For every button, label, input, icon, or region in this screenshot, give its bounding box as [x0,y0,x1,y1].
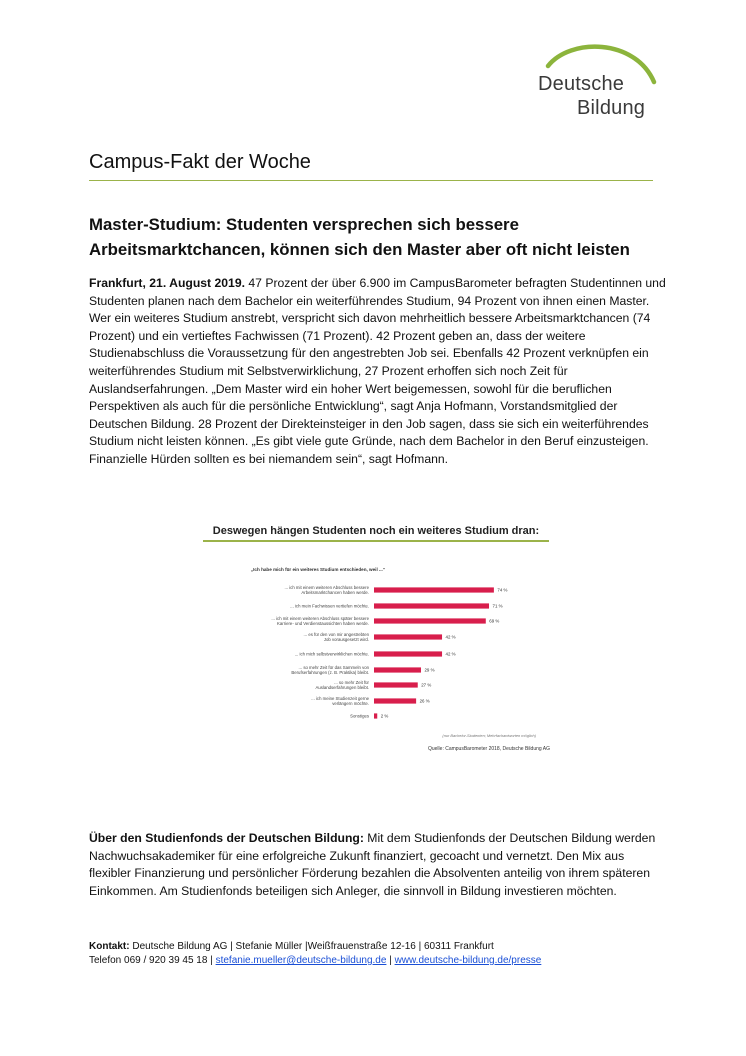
bar-7 [374,698,416,703]
bar-value-label-0: 74 % [497,587,508,593]
contact-email-link[interactable]: stefanie.mueller@deutsche-bildung.de [215,955,387,966]
contact-line-address [89,940,689,954]
bar-category-label-4: ... ich mich selbstverwirklichen möchte. [294,651,369,657]
bar-value-label-4: 42 % [445,651,456,657]
bar-value-label-8: 2 % [380,713,389,719]
article-text: 47 Prozent der über 6.900 im CampusBarometer befragten Studentinnen und Studenten planen nach dem Bachelor ein weiterführendes Studium, 94 Prozent von ihnen einen Master. Wer ein weiteres Studium anstrebt, verspricht sich davon mehrheitlich bessere Arbeitsmarktchancen (74 Prozent) und ein vertieftes Fachwissen (71 Prozent). 42 Prozent geben an, dass der weitere Studienabschluss die Voraussetzung für den angestrebten Job sei. Ebenfalls 42 Prozent verknüpfen ein weiterführendes Studium mit Selbstverwirklichung, 27 Prozent erhoffen sich noch Zeit für Auslandserfahrungen. „Dem Master wird ein hoher Wert beigemessen, sowohl für die beruflichen Perspektiven als auch für die persönliche Entwicklung“, sagt Anja Hofmann, Vorstandsmitglied der Deutschen Bildung. 28 Prozent der Direkteinsteiger in den Job sagen, dass sie sich ein weiterführendes Studium nicht leisten können. „Es gibt viele gute Gründe, nach dem Bachelor in den Beruf einzusteigen. Finanzielle Hürden sollten es bei niemandem sein“, sagt Hofmann. [89,276,666,466]
bar-6 [374,682,418,687]
bar-4 [374,651,442,656]
bar-value-label-5: 29 % [424,667,435,673]
bar-category-label-1: ... ich mein Fachwissen vertiefen möchte. [290,603,369,609]
article-body [89,275,667,469]
about-lead: Über den Studienfonds der Deutschen Bildung: [89,831,364,845]
article-dateline: Frankfurt, 21. August 2019. [89,276,245,290]
section-divider [89,180,653,181]
bar-value-label-6: 27 % [421,682,432,688]
section-title: Campus-Fakt der Woche [89,151,311,173]
chart-title-underline [203,540,549,542]
chart-note: (nur Bachelor-Studenten; Mehrfachantworten möglich) [442,733,536,738]
bar-category-label-0: ... ich mit einem weiteren Abschluss bessere Arbeitsmarktchancen haben werde. [284,584,369,596]
bar-2 [374,618,486,623]
contact-separator: | [386,955,395,966]
contact-block [89,940,689,968]
bar-value-label-2: 69 % [489,618,500,624]
bar-value-label-7: 26 % [419,698,430,704]
bar-category-label-8: Sonstiges [350,713,369,719]
bar-8 [374,713,377,718]
contact-label: Kontakt: [89,941,130,952]
contact-website-link[interactable]: www.deutsche-bildung.de/presse [394,955,542,966]
press-headline: Master-Studium: Studenten versprechen sich bessere Arbeitsmarktchancen, können sich den Master aber oft nicht leisten [89,215,630,259]
about-studienfonds [89,830,667,900]
chart-subtitle: „Ich habe mich für ein weiteres Studium entschieden, weil ...“ [250,567,386,572]
logo-text-line2: Bildung [577,97,646,119]
bar-value-label-1: 71 % [492,603,503,609]
bar-category-label-7: ... ich meine Studienzeit gerne verlängern möchte. [311,695,369,707]
bar-category-label-5: ... so mehr Zeit für das Sammeln von Berufserfahrungen (z. B. Praktika) bleibt. [291,664,369,676]
bar-value-label-3: 42 % [445,634,456,640]
contact-line-phone [89,954,689,968]
bar-0 [374,587,494,592]
contact-phone: Telefon 069 / 920 39 45 18 | [89,955,216,966]
logo-text-line1: Deutsche [538,73,625,95]
bar-chart-svg [190,560,570,760]
bar-chart [190,560,570,760]
about-text: Mit dem Studienfonds der Deutschen Bildung werden Nachwuchsakademiker für eine erfolgreiche Zukunft finanziert, gecoacht und vernetzt. Den Mix aus flexibler Finanzierung und persönlicher Förderung bezahlen die Absolventen anteilig von ihrem späteren Einkommen. Am Studienfonds beteiligen sich Anleger, die sinnvoll in Bildung investieren möchten. [89,831,656,898]
deutsche-bildung-logo [530,44,660,124]
chart-title: Deswegen hängen Studenten noch ein weiteres Studium dran: [212,525,540,537]
bar-5 [374,667,421,672]
bar-3 [374,634,442,639]
bar-1 [374,603,489,608]
contact-address: Deutsche Bildung AG | Stefanie Müller |Weißfrauenstraße 12-16 | 60311 Frankfurt [129,941,494,952]
bar-category-label-3: ... es für den von mir angestrebten Job vorausgesetzt wird. [303,631,369,643]
bar-category-label-6: ... so mehr Zeit für Auslandserfahrungen bleibt. [315,679,369,691]
chart-source: Quelle: CampusBarometer 2018, Deutsche Bildung AG [427,746,550,752]
bar-category-label-2: ... ich mit einem weiteren Abschluss später bessere Karriere- und Verdienstaussichten haben werde. [271,615,369,627]
